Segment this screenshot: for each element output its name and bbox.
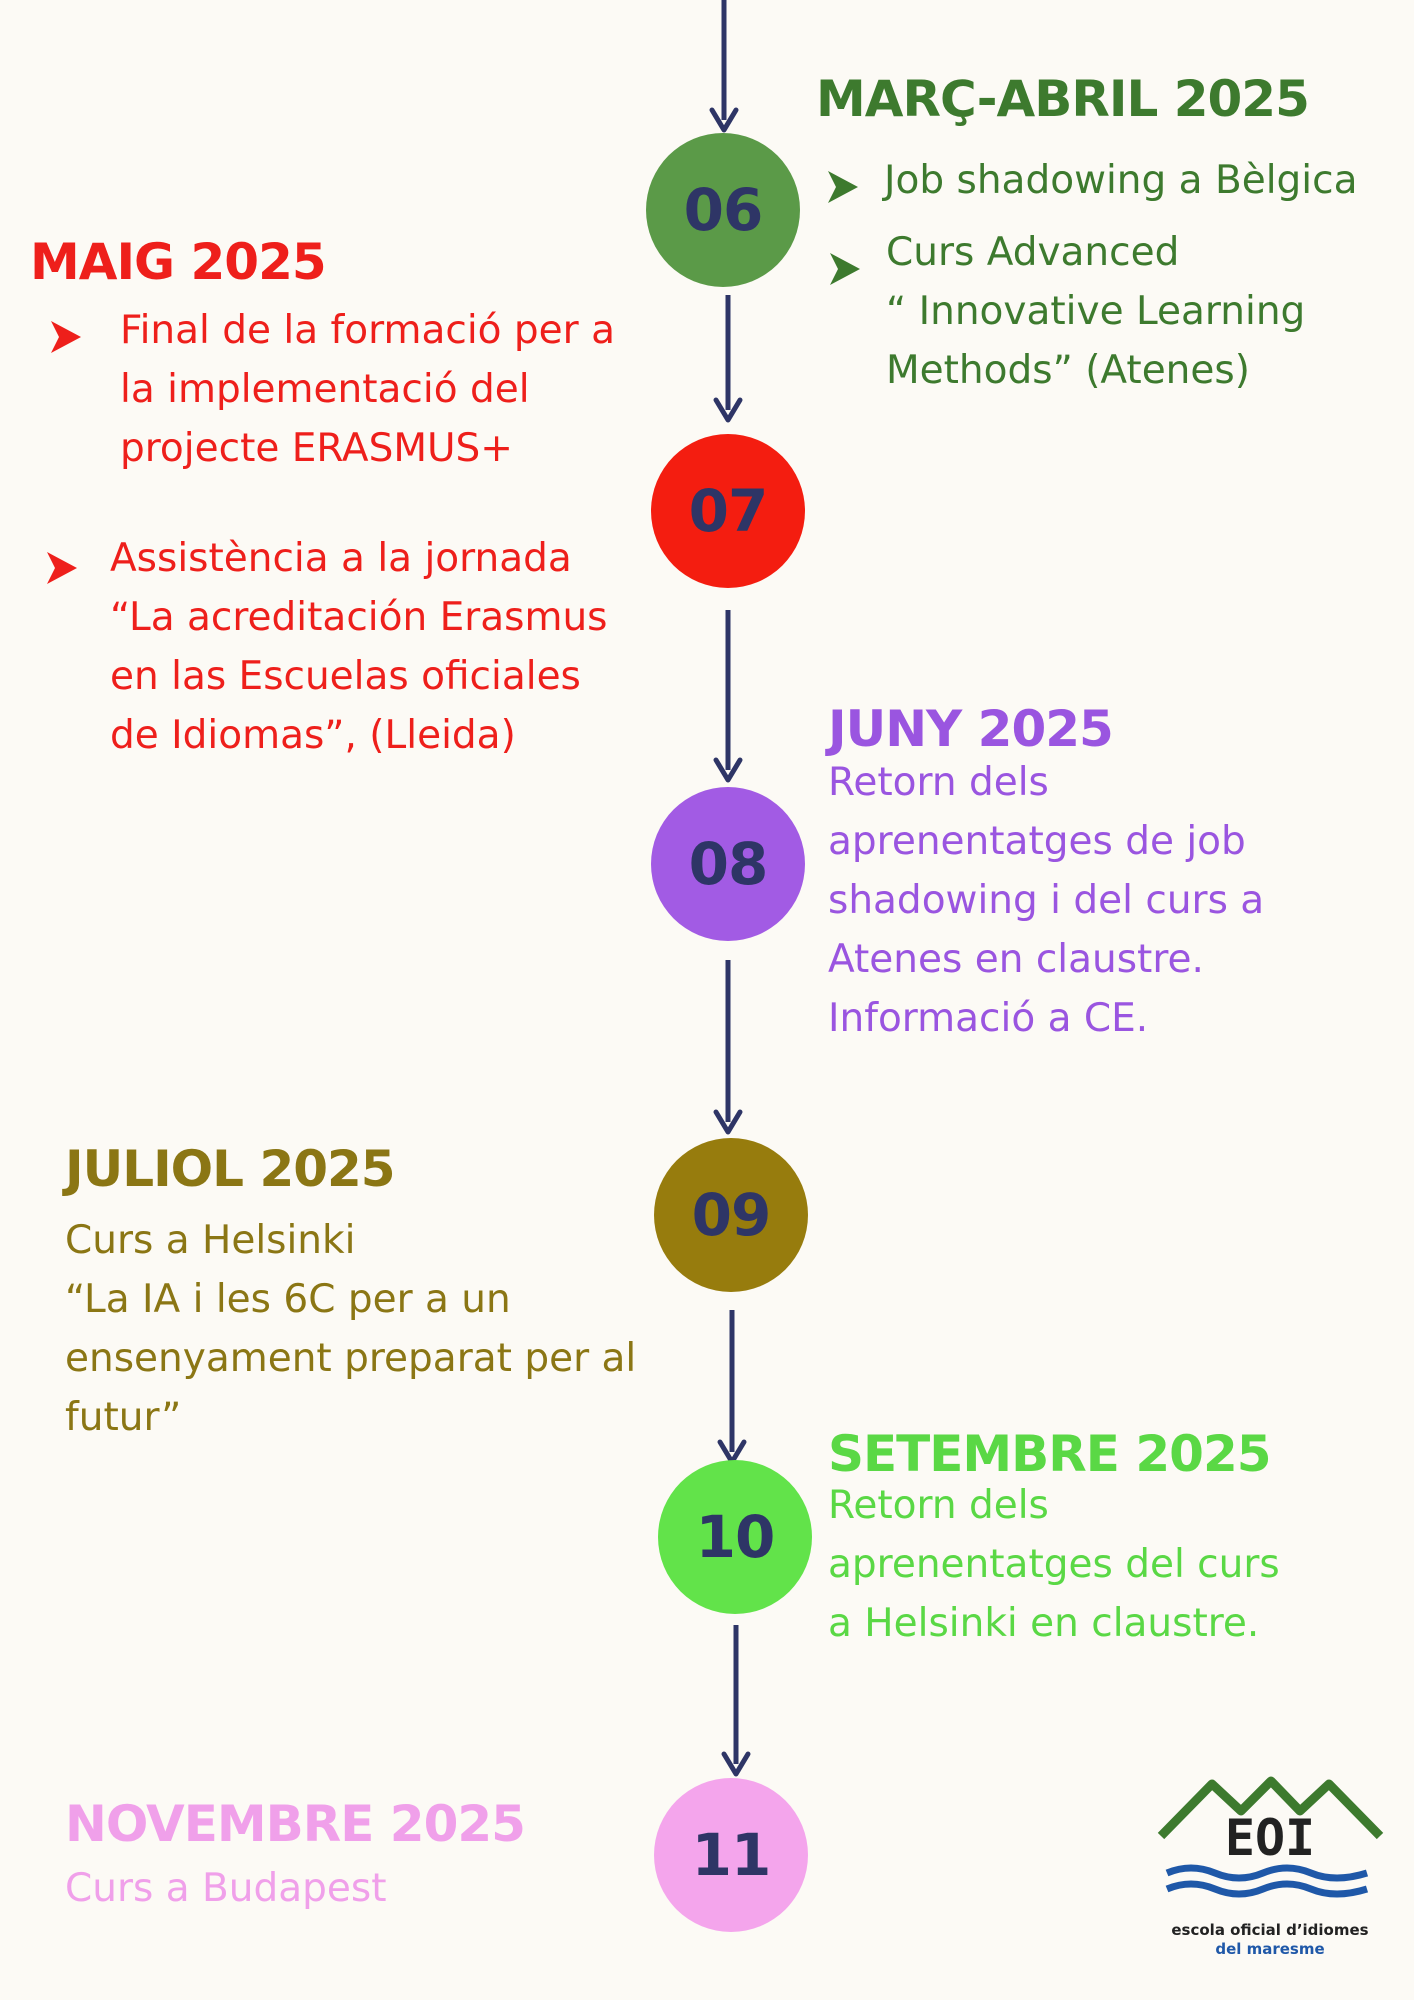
step-07-bullet-1-icon [49, 317, 85, 357]
arrow-08-09 [716, 960, 740, 1132]
step-06-item-2-line-1: Curs Advanced [886, 230, 1180, 275]
step-11-number: 11 [691, 1821, 771, 1889]
step-09-description [65, 1211, 636, 1447]
arrow-09-10 [720, 1310, 744, 1462]
step-07-item-2 [110, 529, 608, 765]
step-07-item-2-line-1: Assistència a la jornada [110, 536, 572, 581]
step-11-description [65, 1859, 386, 1918]
step-09-circle [654, 1138, 808, 1292]
step-08-circle [651, 787, 805, 941]
step-10-line-line-1: Retorn dels [828, 1483, 1049, 1528]
step-08-line-line-2: aprenentatges de job [828, 819, 1246, 864]
step-06-item-2-line-2: “ Innovative Learning [886, 289, 1306, 334]
step-07-item-2-line-2: “La acreditación Erasmus [110, 595, 608, 640]
logo-line-1: escola oficial d’idiomes [1171, 1921, 1369, 1939]
logo-acronym: EOI [1224, 1809, 1316, 1867]
step-07-item-2-line-4: de Idiomas”, (Lleida) [110, 713, 516, 758]
step-11-title: NOVEMBRE 2025 [65, 1795, 525, 1853]
step-09-number: 09 [691, 1181, 771, 1249]
arrow-10-11 [724, 1625, 748, 1774]
step-07-item-1-line-3: projecte ERASMUS+ [120, 426, 513, 471]
wave-2-icon [1167, 1884, 1367, 1894]
step-06-title: MARÇ-ABRIL 2025 [816, 70, 1309, 128]
arrow-to-06 [712, 0, 736, 130]
step-06-number: 06 [683, 176, 763, 244]
step-06-item-2-line-3: Methods” (Atenes) [886, 348, 1250, 393]
step-09-line-line-3: ensenyament preparat per al [65, 1336, 637, 1381]
step-08-title: JUNY 2025 [828, 700, 1113, 758]
step-11-line-line-1: Curs a Budapest [65, 1866, 387, 1911]
step-10-circle [658, 1460, 812, 1614]
step-07-item-1-line-2: la implementació del [120, 367, 530, 412]
step-06-circle [646, 133, 800, 287]
arrow-07-08 [716, 610, 740, 780]
step-07-number: 07 [688, 477, 768, 545]
step-11-circle [654, 1778, 808, 1932]
step-07-item-2-line-3: en las Escuelas oficiales [110, 654, 581, 699]
step-10-number: 10 [695, 1503, 775, 1571]
step-06-item-2 [886, 223, 1305, 400]
step-07-item-1-line-1: Final de la formació per a [120, 308, 616, 353]
step-07-circle [651, 434, 805, 588]
wave-1-icon [1167, 1868, 1367, 1878]
arrow-06-07 [716, 295, 740, 420]
step-08-number: 08 [688, 830, 768, 898]
step-10-line-line-2: aprenentatges del curs [828, 1542, 1280, 1587]
step-08-line-line-5: Informació a CE. [828, 996, 1149, 1041]
step-10-title: SETEMBRE 2025 [828, 1425, 1271, 1483]
step-06-item-1-line-1: Job shadowing a Bèlgica [884, 158, 1358, 203]
step-07-item-1 [120, 301, 615, 478]
step-06-bullet-2-icon [828, 249, 864, 289]
step-08-line-line-4: Atenes en claustre. [828, 937, 1204, 982]
step-09-line-line-2: “La IA i les 6C per a un [65, 1277, 511, 1322]
step-06-bullet-1-icon [826, 167, 862, 207]
step-08-description [828, 753, 1264, 1048]
step-10-description [828, 1476, 1280, 1653]
step-07-title: MAIG 2025 [30, 233, 326, 291]
eoi-logo [1155, 1755, 1385, 1970]
step-08-line-line-3: shadowing i del curs a [828, 878, 1265, 923]
step-09-title: JULIOL 2025 [65, 1140, 395, 1198]
step-09-line-line-1: Curs a Helsinki [65, 1218, 356, 1263]
step-06-item-1 [884, 151, 1357, 210]
logo-line-2: del maresme [1215, 1940, 1325, 1958]
step-08-line-line-1: Retorn dels [828, 760, 1049, 805]
step-09-line-line-4: futur” [65, 1395, 182, 1440]
step-07-bullet-2-icon [45, 548, 81, 588]
step-10-line-line-3: a Helsinki en claustre. [828, 1601, 1260, 1646]
